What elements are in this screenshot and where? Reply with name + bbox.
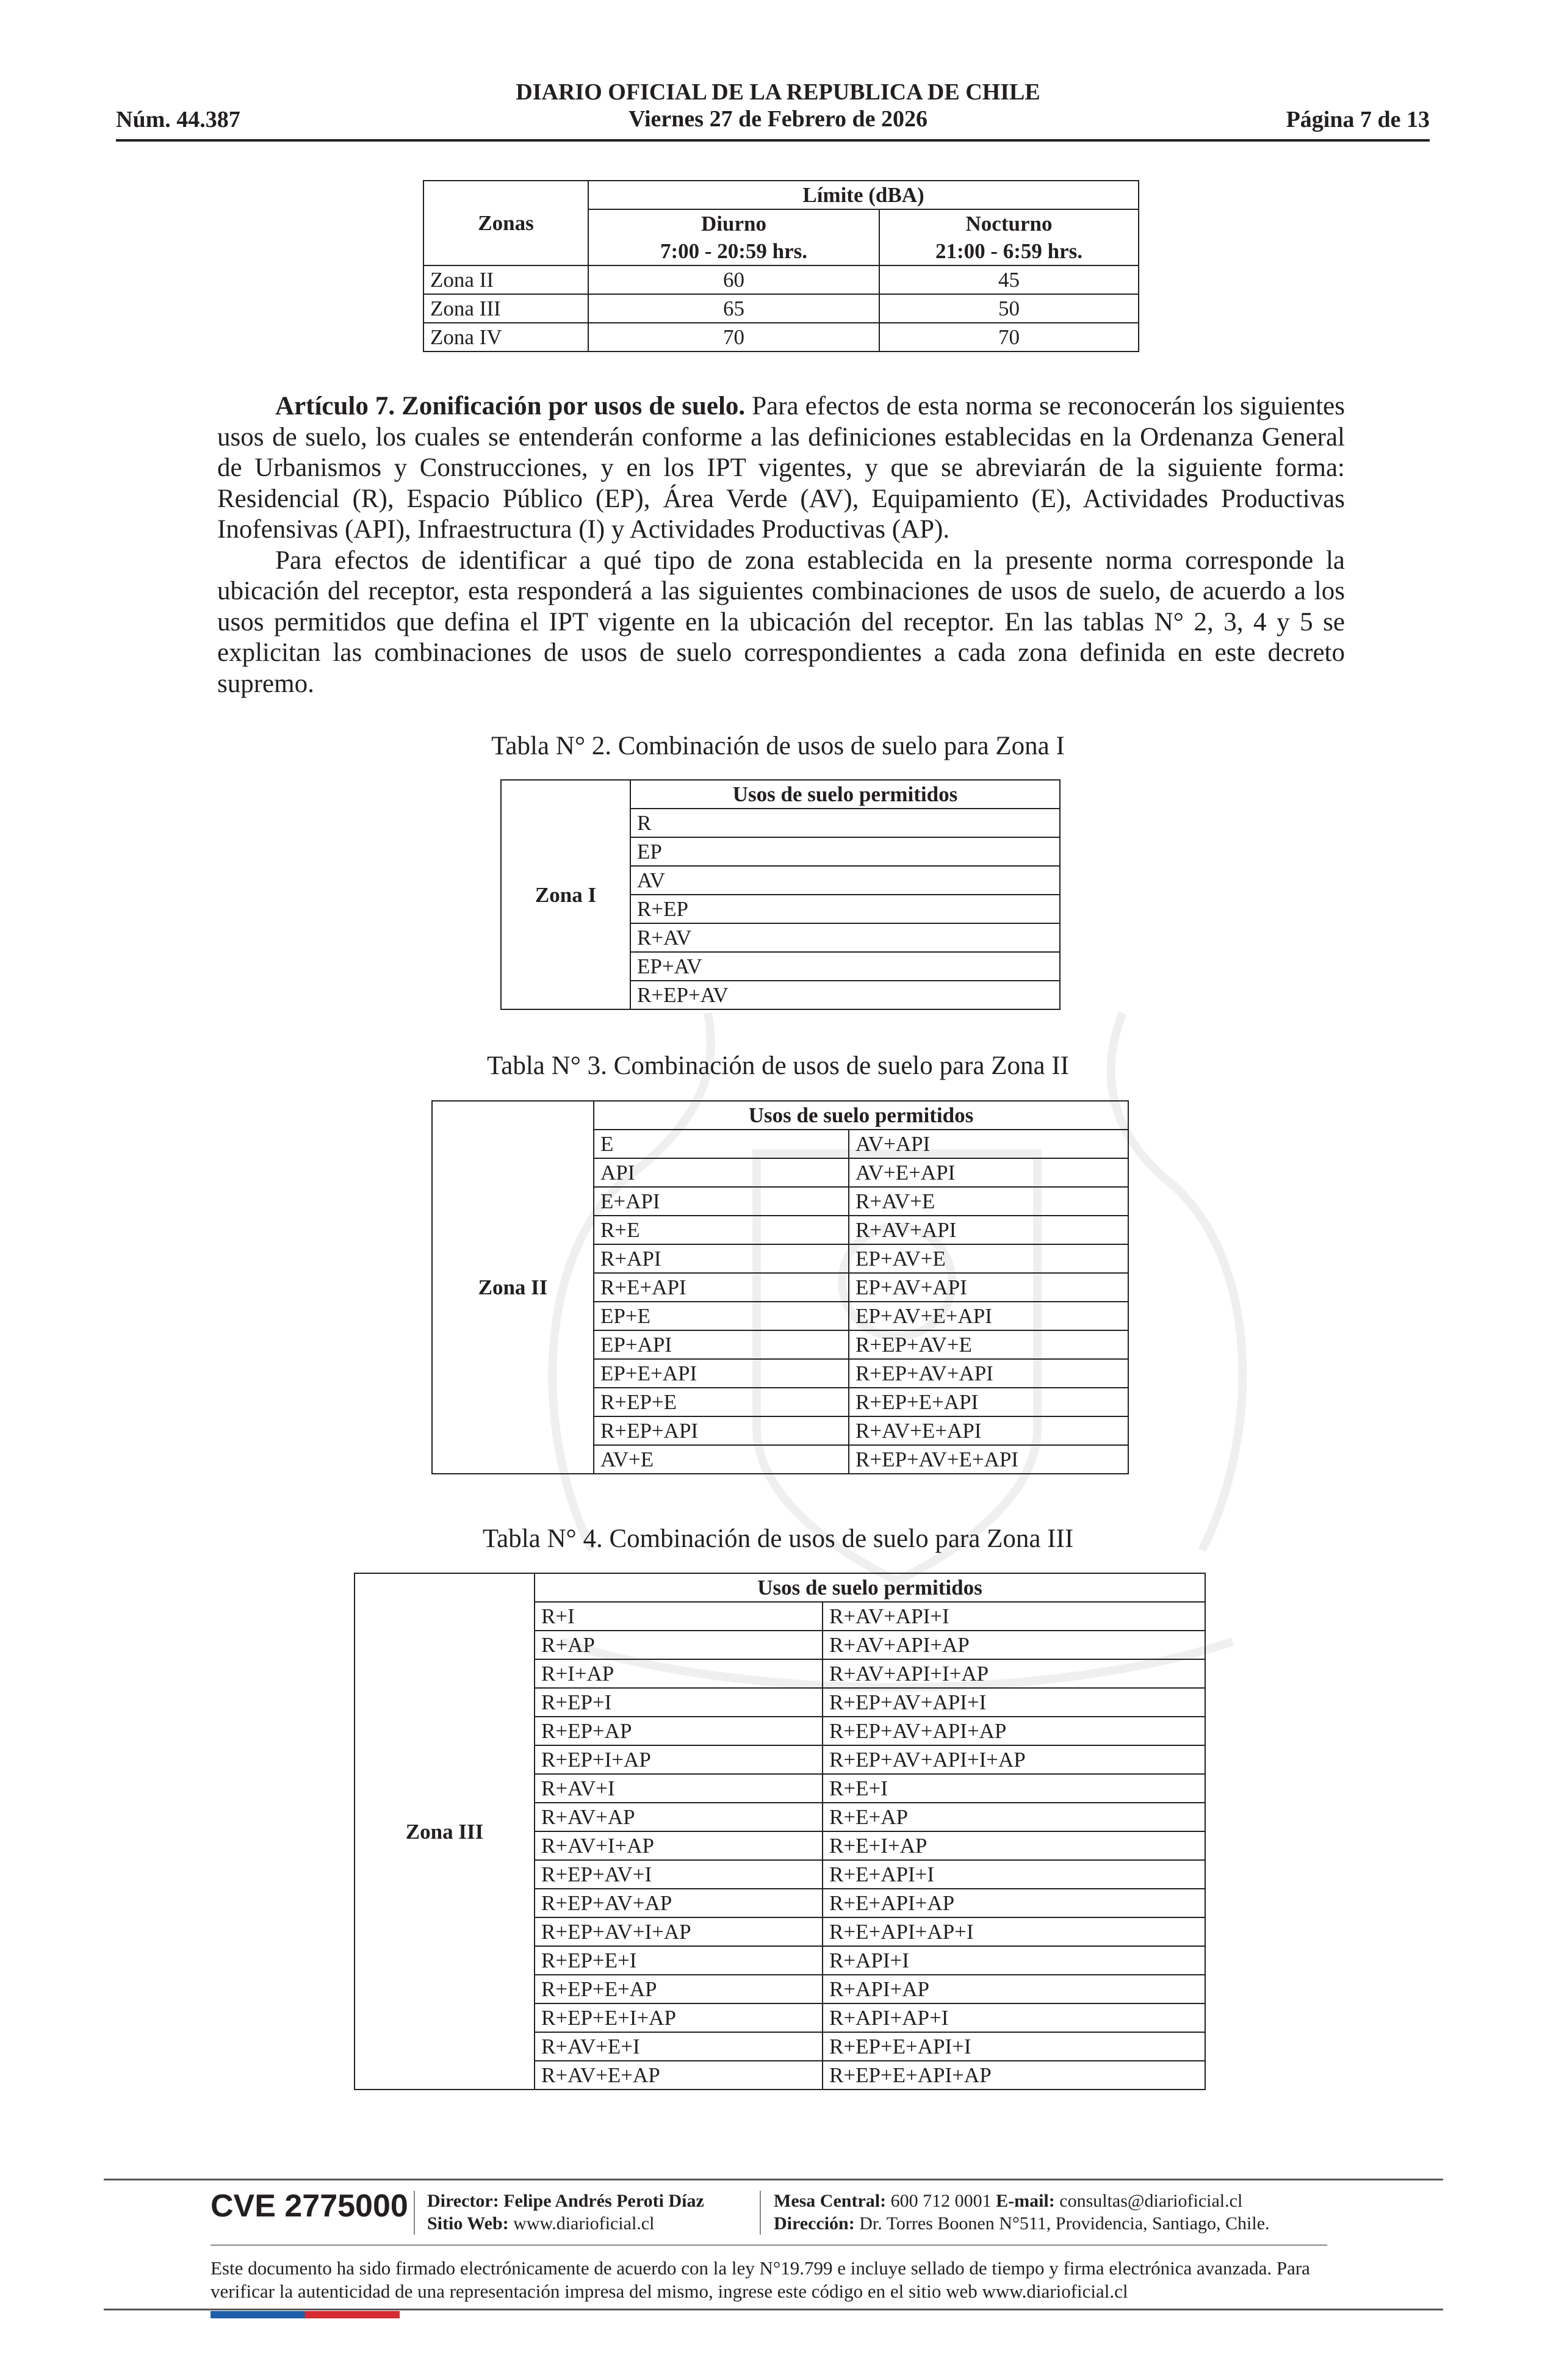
uso-cell: R+E+API — [594, 1273, 849, 1302]
director-label: Director: — [427, 2191, 499, 2211]
direccion-value: Dr. Torres Boonen N°511, Providencia, Santiago, Chile. — [859, 2213, 1270, 2234]
table-header-row — [355, 1573, 1205, 1602]
uso-cell: R+AV+I — [535, 1774, 823, 1803]
uso-cell: R+AV+API+I — [823, 1602, 1205, 1631]
usos-header: Usos de suelo permitidos — [535, 1573, 1205, 1602]
table-header-row — [501, 780, 1060, 809]
zona-label: Zona I — [501, 780, 630, 1009]
diurno-cell: 70 — [588, 323, 879, 352]
uso-cell: R+EP+I — [535, 1688, 823, 1717]
zona-label: Zona III — [355, 1573, 535, 2090]
uso-cell: R+EP+AV+I+AP — [535, 1917, 823, 1946]
noise-limits-table — [423, 180, 1139, 352]
uso-cell: EP+AV — [630, 952, 1060, 981]
uso-cell: R+EP+I+AP — [535, 1745, 823, 1774]
zona-iii-table — [354, 1573, 1206, 2090]
uso-cell: R+API+AP — [823, 1975, 1205, 2003]
article-paragraph — [217, 391, 1345, 546]
uso-cell: R+E — [594, 1216, 849, 1244]
uso-cell: R+EP — [630, 895, 1060, 923]
uso-cell: AV — [630, 866, 1060, 895]
uso-cell: EP+AV+E — [849, 1244, 1128, 1273]
uso-cell: R+E+I — [823, 1774, 1205, 1803]
uso-cell: R+API — [594, 1244, 849, 1273]
issue-number: Núm. 44.387 — [116, 107, 240, 132]
flag-stripe-blue — [211, 2311, 305, 2318]
uso-cell: EP+AV+API — [849, 1273, 1128, 1302]
direccion-label: Dirección: — [774, 2213, 855, 2234]
uso-cell: AV+E — [594, 1445, 849, 1474]
mesa-phone: 600 712 0001 — [890, 2191, 992, 2211]
uso-cell: R+EP+AV+I — [535, 1860, 823, 1889]
zona-cell: Zona IV — [423, 323, 588, 352]
header-rule — [116, 139, 1430, 142]
uso-cell: R+EP+AV+API — [849, 1359, 1128, 1388]
usos-header: Usos de suelo permitidos — [594, 1101, 1128, 1130]
sitio-link[interactable]: www.diarioficial.cl — [513, 2213, 655, 2234]
email-label: E-mail: — [996, 2191, 1055, 2211]
uso-cell: E+API — [594, 1187, 849, 1216]
uso-cell: AV+E+API — [849, 1158, 1128, 1187]
uso-cell: R+EP+AV+E+API — [849, 1445, 1128, 1474]
uso-cell: R+EP+AV+API+I+AP — [823, 1745, 1205, 1774]
uso-cell: R+EP+E+I — [535, 1946, 823, 1975]
uso-cell: R+AV+E+I — [535, 2032, 823, 2061]
zona-label: Zona II — [432, 1101, 594, 1474]
uso-cell: AV+API — [849, 1130, 1128, 1158]
uso-cell: R+I+AP — [535, 1659, 823, 1688]
table-row — [423, 265, 1139, 294]
uso-cell: R+EP+E — [594, 1388, 849, 1416]
footer-separator — [760, 2191, 761, 2235]
uso-cell: R+EP+AV+E — [849, 1330, 1128, 1359]
uso-cell: EP+E+API — [594, 1359, 849, 1388]
table4-caption: Tabla N° 4. Combinación de usos de suelo para Zona III — [482, 1524, 1074, 1553]
footer-separator — [414, 2191, 415, 2235]
uso-cell: R+AV+E+API — [849, 1416, 1128, 1445]
cve-code: CVE 2775000 — [211, 2188, 408, 2224]
table-row — [423, 294, 1139, 323]
nocturno-hours: 21:00 - 6:59 hrs. — [879, 237, 1139, 265]
newspaper-title: DIARIO OFICIAL DE LA REPUBLICA DE CHILE — [516, 79, 1040, 105]
uso-cell: R — [630, 809, 1060, 837]
zona-i-table — [500, 779, 1061, 1010]
article-body — [217, 391, 1345, 699]
uso-cell: R+AV+E — [849, 1187, 1128, 1216]
uso-cell: R+AV+E+AP — [535, 2061, 823, 2090]
uso-cell: R+E+API+I — [823, 1860, 1205, 1889]
nocturno-cell: 50 — [879, 294, 1139, 323]
uso-cell: R+AV+API+AP — [823, 1631, 1205, 1659]
mesa-label: Mesa Central: — [774, 2191, 887, 2211]
footer-legal-notice: Este documento ha sido firmado electrónicamente de acuerdo con la ley N°19.799 e incluye sellado de tiempo y firma electrónica avanzada. Para verificar la autenticidad de una representación impresa del mismo, ingrese este código en el sitio web www.diarioficial.cl — [211, 2257, 1310, 2302]
sitio-label: Sitio Web: — [427, 2213, 509, 2234]
uso-cell: R+E+API+AP+I — [823, 1917, 1205, 1946]
uso-cell: API — [594, 1158, 849, 1187]
uso-cell: R+EP+AV+API+I — [823, 1688, 1205, 1717]
flag-stripe-red — [305, 2311, 400, 2318]
director-name: Felipe Andrés Peroti Díaz — [503, 2191, 704, 2211]
diurno-header: Diurno — [588, 209, 879, 237]
nocturno-cell: 45 — [879, 265, 1139, 294]
uso-cell: EP+AV+E+API — [849, 1302, 1128, 1330]
uso-cell: R+EP+E+AP — [535, 1975, 823, 2003]
uso-cell: EP — [630, 837, 1060, 866]
diurno-hours: 7:00 - 20:59 hrs. — [588, 237, 879, 265]
nocturno-cell: 70 — [879, 323, 1139, 352]
uso-cell: R+AV+I+AP — [535, 1831, 823, 1860]
uso-cell: R+AV+API — [849, 1216, 1128, 1244]
nocturno-header: Nocturno — [879, 209, 1139, 237]
footer-contact-block — [774, 2190, 1384, 2235]
footer-rule-bottom — [104, 2309, 1443, 2310]
footer-rule-top — [104, 2179, 1443, 2180]
table3-caption: Tabla N° 3. Combinación de usos de suelo para Zona II — [487, 1051, 1069, 1080]
usos-header: Usos de suelo permitidos — [630, 780, 1060, 809]
uso-cell: R+EP+AP — [535, 1717, 823, 1745]
uso-cell: R+API+I — [823, 1946, 1205, 1975]
uso-cell: R+EP+AV+API+AP — [823, 1717, 1205, 1745]
zona-cell: Zona III — [423, 294, 588, 323]
diurno-cell: 60 — [588, 265, 879, 294]
uso-cell: R+EP+E+API+AP — [823, 2061, 1205, 2090]
uso-cell: R+EP+E+API+I — [823, 2032, 1205, 2061]
uso-cell: R+I — [535, 1602, 823, 1631]
footer-divider — [211, 2245, 1327, 2246]
uso-cell: R+AV — [630, 923, 1060, 952]
uso-cell: R+E+AP — [823, 1803, 1205, 1831]
issue-date: Viernes 27 de Febrero de 2026 — [628, 106, 928, 132]
uso-cell: EP+API — [594, 1330, 849, 1359]
table2-caption: Tabla N° 2. Combinación de usos de suelo para Zona I — [491, 732, 1065, 760]
page-number: Página 7 de 13 — [1286, 107, 1430, 132]
uso-cell: R+EP+API — [594, 1416, 849, 1445]
uso-cell: E — [594, 1130, 849, 1158]
zonas-header: Zonas — [423, 181, 588, 265]
article-paragraph-text: Para efectos de esta norma se reconocerán los siguientes usos de suelo, los cuales se entenderán conforme a las definiciones establecidas en la Ordenanza General de Urbanismos y Construcciones, y en los IPT vigentes, y que se abreviarán de la siguiente forma: Residencial (R), Espacio Público (EP), Área Verde (AV), Equipamiento (E), Actividades Productivas Inofensivas (API), Infraestructura (I) y Actividades Productivas (AP). — [217, 392, 1345, 544]
uso-cell: R+AV+AP — [535, 1803, 823, 1831]
uso-cell: R+API+AP+I — [823, 2003, 1205, 2032]
uso-cell: R+E+API+AP — [823, 1889, 1205, 1917]
uso-cell: R+EP+E+I+AP — [535, 2003, 823, 2032]
uso-cell: R+E+I+AP — [823, 1831, 1205, 1860]
table-header-row — [432, 1101, 1128, 1130]
footer-director-block — [427, 2190, 769, 2235]
uso-cell: R+EP+E+API — [849, 1388, 1128, 1416]
uso-cell: R+EP+AV — [630, 981, 1060, 1009]
article-heading: Artículo 7. Zonificación por usos de suelo. — [275, 392, 746, 420]
zona-ii-table — [431, 1100, 1129, 1474]
table-row — [423, 323, 1139, 352]
uso-cell: EP+E — [594, 1302, 849, 1330]
zona-cell: Zona II — [423, 265, 588, 294]
article-paragraph: Para efectos de identificar a qué tipo de zona establecida en la presente norma corresponde la ubicación del receptor, esta responderá a las siguientes combinaciones de usos de suelo, de acuerdo a los usos permitidos que defina el IPT vigente en la ubicación del receptor. En las tablas N° 2, 3, 4 y 5 se explicitan las combinaciones de usos de suelo correspondientes a cada zona definida en este decreto supremo. — [217, 546, 1345, 698]
uso-cell: R+AV+API+I+AP — [823, 1659, 1205, 1688]
limite-header: Límite (dBA) — [588, 181, 1139, 209]
email-link[interactable]: consultas@diarioficial.cl — [1059, 2191, 1243, 2211]
uso-cell: R+EP+AV+AP — [535, 1889, 823, 1917]
diurno-cell: 65 — [588, 294, 879, 323]
uso-cell: R+AP — [535, 1631, 823, 1659]
